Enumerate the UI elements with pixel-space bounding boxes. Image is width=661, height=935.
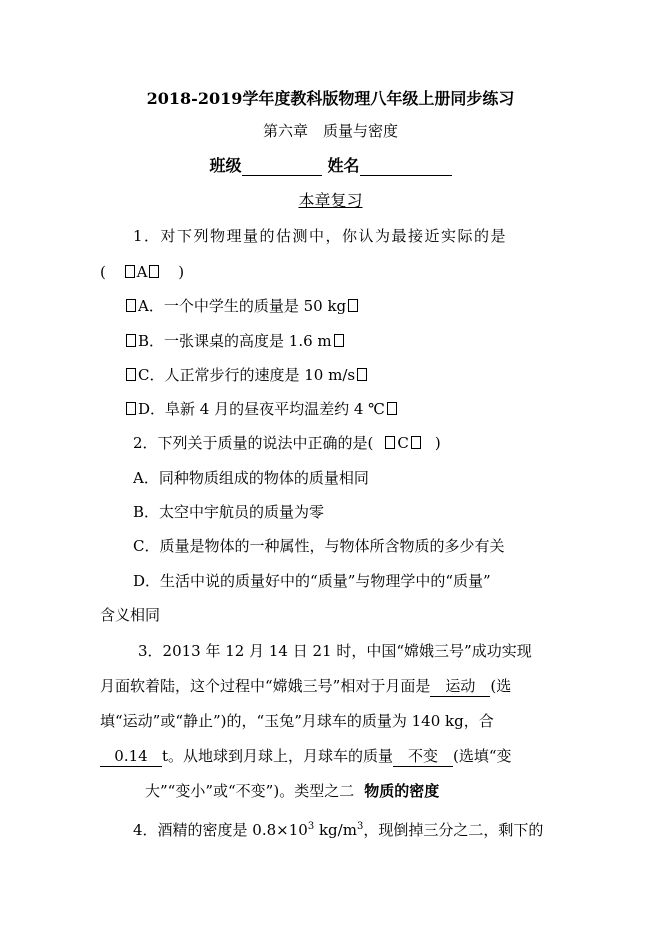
class-blank <box>242 159 322 176</box>
class-name-line <box>0 156 661 176</box>
placeholder-box-icon <box>149 265 159 278</box>
type2-title: 物质的密度 <box>364 782 440 800</box>
placeholder-box-icon <box>126 299 136 312</box>
q1-option-d: D．阜新 4 月的昼夜平均温差约 4 ℃ <box>124 399 399 419</box>
q1-answer-line <box>100 262 184 282</box>
name-label: 姓名 <box>327 156 360 175</box>
chapter-title: 第六章 质量与密度 <box>262 122 398 140</box>
placeholder-box-icon <box>348 299 358 312</box>
q1-stem: 1．对下列物理量的估测中，你认为最接近实际的是 <box>133 227 508 245</box>
q1-paren-close: ) <box>178 263 185 281</box>
q3-fill-3: 不变 <box>393 746 453 767</box>
placeholder-box-icon <box>126 368 136 381</box>
name-blank <box>360 159 452 176</box>
q3-line1: 3．2013 年 12 月 14 日 21 时，中国“嫦娥三号”成功实现 <box>138 642 532 660</box>
q2-option-b: B．太空中宇航员的质量为零 <box>133 503 325 521</box>
placeholder-box-icon <box>357 368 367 381</box>
q3-line5: 大”“变小”或“不变”)。类型之二 物质的密度 <box>145 782 440 800</box>
q2-option-a: A．同种物质组成的物体的质量相同 <box>133 469 369 487</box>
q1-option-a: A．一个中学生的质量是 50 kg <box>124 296 360 316</box>
q2-stem-line <box>133 433 441 453</box>
placeholder-box-icon <box>126 402 136 415</box>
placeholder-box-icon <box>411 436 421 449</box>
q1-paren-open: ( <box>100 263 106 281</box>
q3-line3: 填“运动”或“静止”)的，“玉兔”月球车的质量为 140 kg，合 <box>100 712 494 730</box>
placeholder-box-icon <box>385 436 395 449</box>
q2-option-d-cont: 含义相同 <box>100 606 161 624</box>
q4-line1: 4．酒精的密度是 $0.8\times 10^3$ $kg/m^3$，现倒掉三分之二，剩下的 <box>133 821 544 839</box>
placeholder-box-icon <box>334 334 344 347</box>
q3-line4: 0.14 t。从地球到月球上，月球车的质量 不变 (选填“变 <box>100 746 512 767</box>
placeholder-box-icon <box>387 402 397 415</box>
section-title: 本章复习 <box>298 191 363 210</box>
q2-option-c: C．质量是物体的一种属性，与物体所含物质的多少有关 <box>133 537 505 555</box>
q2-paren-close: ) <box>434 434 441 452</box>
class-label: 班级 <box>209 156 242 175</box>
doc-title: 2018-2019学年度教科版物理八年级上册同步练习 <box>146 89 515 108</box>
q3-fill-1: 运动 <box>430 676 490 697</box>
q1-option-c: C．人正常步行的速度是 10 m/s <box>124 365 369 385</box>
q1-option-b: B．一张课桌的高度是 1.6 m <box>124 331 346 351</box>
q2-stem: 2．下列关于质量的说法中正确的是( <box>133 434 374 452</box>
q1-answer: A <box>136 263 148 281</box>
placeholder-box-icon <box>126 334 136 347</box>
placeholder-box-icon <box>125 265 135 278</box>
q3-line2: 月面软着陆，这个过程中“嫦娥三号”相对于月面是 运动 (选 <box>100 677 512 695</box>
q3-fill-2: 0.14 <box>100 746 162 767</box>
q2-answer: C <box>397 434 409 452</box>
q2-option-d: D．生活中说的质量好中的“质量”与物理学中的“质量” <box>133 572 491 590</box>
